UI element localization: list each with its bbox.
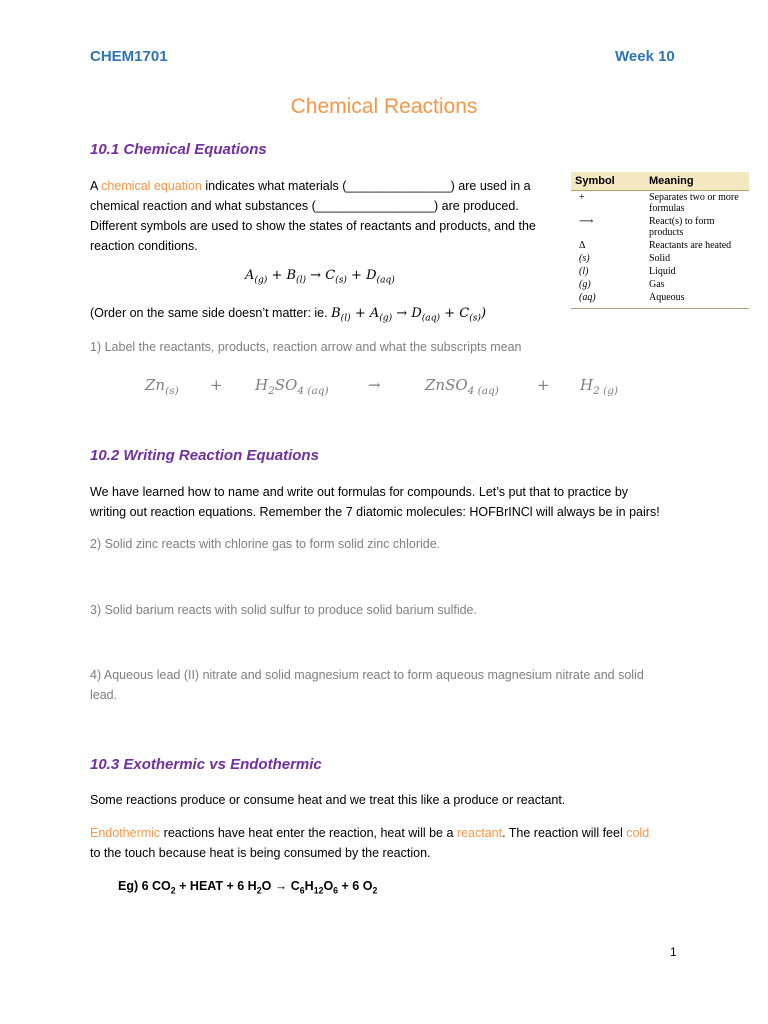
- page-number: 1: [670, 945, 677, 959]
- page-title: Chemical Reactions: [290, 95, 478, 118]
- eq-plus-2: +: [537, 376, 550, 394]
- section-heading-10-3: 10.3 Exothermic vs Endothermic: [90, 756, 322, 773]
- table-row: (aq) Aqueous: [571, 291, 749, 309]
- week-label: Week 10: [615, 48, 675, 65]
- heat-intro: Some reactions produce or consume heat and we treat this like a produce or reactant.: [90, 793, 566, 807]
- question-4-line-1: 4) Aqueous lead (II) nitrate and solid magnesium react to form aqueous magnesium nitrate and solid: [90, 668, 644, 682]
- intro-line-1: A chemical equation indicates what materials (_______________) are used in a: [90, 179, 531, 193]
- table-row: (l) Liquid: [579, 266, 676, 277]
- table-row: + Separates two or more formulas: [579, 192, 739, 214]
- photosynthesis-example: Eg) 6 $CO_2$ + HEAT + 6 $H_2O \to C_6H_{12}O_6 + 6$ $O_2$: [118, 879, 378, 896]
- general-equation: $A_{(g)} + B_{(l)} \to C_{(s)} + D_{(aq)}$: [245, 268, 395, 286]
- term-endothermic: Endothermic: [90, 826, 161, 840]
- table-header-row: [571, 172, 749, 191]
- diatomic-paragraph: [90, 482, 710, 522]
- col-header-symbol: Symbol: [571, 172, 645, 191]
- symbols-table: [571, 172, 749, 309]
- eq-arrow: →: [368, 376, 381, 394]
- table-row: ⟶ React(s) to form products: [579, 216, 715, 238]
- question-3: 3) Solid barium reacts with solid sulfur to produce solid barium sulfide.: [90, 603, 477, 617]
- col-header-meaning: Meaning: [645, 172, 749, 191]
- table-row: Δ Reactants are heated: [579, 240, 732, 251]
- order-note: (Order on the same side doesn’t matter: ie. $B_{(l)} + A_{(g)} \to D_{(aq)} + C_{(s)}$): [90, 306, 487, 324]
- question-2: 2) Solid zinc reacts with chlorine gas to form solid zinc chloride.: [90, 537, 441, 551]
- intro-paragraph: [90, 176, 550, 256]
- course-code: CHEM1701: [90, 48, 168, 65]
- table-row: (s) Solid: [579, 253, 671, 264]
- endothermic-line-1: Endothermic reactions have heat enter the reaction, heat will be a reactant. The reaction will feel cold: [90, 826, 650, 840]
- endothermic-line-2: to the touch because heat is being consumed by the reaction.: [90, 846, 431, 860]
- intro-line-4: reaction conditions.: [90, 239, 198, 253]
- table-row: (g) Gas: [579, 279, 665, 290]
- term-reactant: reactant: [456, 826, 503, 840]
- eq-term-h2: $H_{2 (g)}$: [580, 376, 619, 397]
- intro-line-3: Different symbols are used to show the states of reactants and products, and the: [90, 219, 536, 233]
- term-cold: cold: [626, 826, 650, 840]
- endothermic-paragraph: [90, 823, 710, 863]
- intro-line-2: chemical reaction and what substances (_________________) are produced.: [90, 199, 519, 213]
- question-1: 1) Label the reactants, products, reaction arrow and what the subscripts mean: [90, 340, 522, 354]
- eq-term-h2so4: $H_2SO_{4 (aq)}$: [255, 376, 329, 397]
- section-heading-10-2: 10.2 Writing Reaction Equations: [90, 447, 319, 464]
- eq-term-znso4: ZnSO$_{4 (aq)}$: [425, 376, 499, 397]
- diatomic-line-1: We have learned how to name and write out formulas for compounds. Let’s put that to practice by: [90, 485, 629, 499]
- order-equation: $B_{(l)} + A_{(g)} \to D_{(aq)} + C_{(s)}$): [331, 306, 487, 324]
- section-heading-10-1: 10.1 Chemical Equations: [90, 141, 267, 158]
- eq-term-zn: $Zn_{(s)}$: [145, 376, 179, 397]
- diatomic-line-2: writing out reaction equations. Remember the 7 diatomic molecules: HOFBrINCl will always be in pairs!: [90, 505, 660, 519]
- term-chemical-equation: chemical equation: [101, 179, 202, 193]
- eq-plus-1: +: [210, 376, 223, 394]
- question-4: [90, 665, 710, 705]
- question-4-line-2: lead.: [90, 688, 118, 702]
